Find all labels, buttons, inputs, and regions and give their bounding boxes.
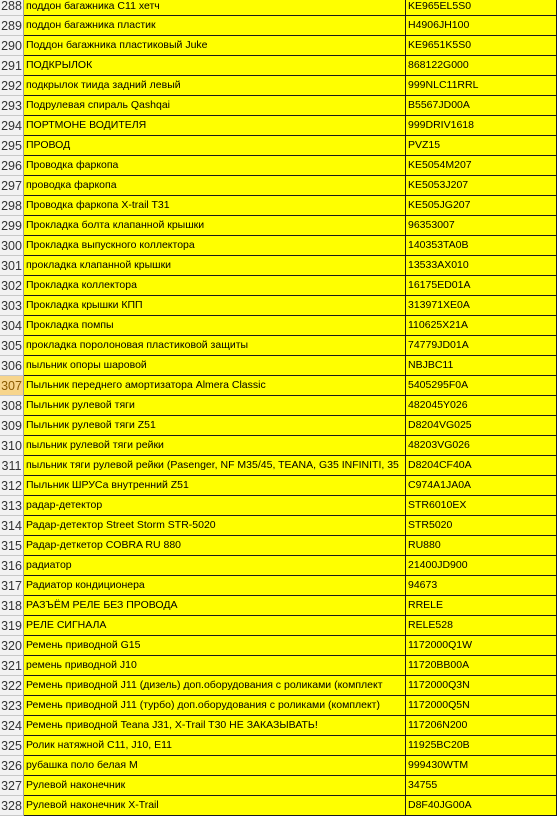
cell-part-code[interactable]: 999NLC11RRL [406,76,557,96]
table-row [0,256,557,276]
row-header[interactable]: 321 [0,656,24,676]
table-row [0,636,557,656]
table-row [0,676,557,696]
table-row [0,796,557,816]
table-row [0,216,557,236]
cell-part-code[interactable]: 110625X21A [406,316,557,336]
cell-part-code[interactable]: 34755 [406,776,557,796]
cell-item-name[interactable]: Радиатор кондиционера [24,576,406,596]
table-row [0,16,557,36]
row-header[interactable]: 295 [0,136,24,156]
cell-part-code[interactable]: 140353TA0B [406,236,557,256]
cell-item-name[interactable]: Радар-деткетор COBRA RU 880 [24,536,406,556]
table-row [0,556,557,576]
row-header[interactable]: 322 [0,676,24,696]
cell-part-code[interactable]: KE505JG207 [406,196,557,216]
cell-item-name[interactable]: ПОРТМОНЕ ВОДИТЕЛЯ [24,116,406,136]
row-header[interactable]: 328 [0,796,24,816]
cell-part-code[interactable]: 5405295F0A [406,376,557,396]
cell-item-name[interactable]: ПРОВОД [24,136,406,156]
table-row [0,336,557,356]
table-row [0,296,557,316]
cell-item-name[interactable]: Рулевой наконечник X-Trail [24,796,406,816]
cell-item-name[interactable]: Прокладка крышки КПП [24,296,406,316]
cell-item-name[interactable]: подкрылок тиида задний левый [24,76,406,96]
table-row [0,236,557,256]
cell-part-code[interactable]: STR6010EX [406,496,557,516]
cell-item-name[interactable]: Ремень приводной J11 (турбо) доп.оборудования с роликами (комплект) [24,696,406,716]
row-header[interactable]: 324 [0,716,24,736]
row-header[interactable]: 310 [0,436,24,456]
cell-part-code[interactable]: PVZ15 [406,136,557,156]
cell-part-code[interactable]: 11720BB00A [406,656,557,676]
row-header[interactable]: 305 [0,336,24,356]
cell-part-code[interactable]: NBJBC11 [406,356,557,376]
cell-part-code[interactable]: KE5053J207 [406,176,557,196]
cell-part-code[interactable]: 21400JD900 [406,556,557,576]
cell-part-code[interactable]: RRELE [406,596,557,616]
row-header[interactable]: 289 [0,16,24,36]
row-header[interactable]: 301 [0,256,24,276]
cell-part-code[interactable]: 117206N200 [406,716,557,736]
cell-part-code[interactable]: 74779JD01A [406,336,557,356]
row-header[interactable]: 298 [0,196,24,216]
table-row [0,136,557,156]
cell-part-code[interactable]: 48203VG026 [406,436,557,456]
cell-item-name[interactable]: Проводка фаркопа X-trail T31 [24,196,406,216]
cell-item-name[interactable]: Проводка фаркопа [24,156,406,176]
row-header[interactable]: 320 [0,636,24,656]
cell-part-code[interactable]: B5567JD00A [406,96,557,116]
cell-item-name[interactable]: проводка фаркопа [24,176,406,196]
cell-part-code[interactable]: 11925BC20B [406,736,557,756]
row-header[interactable]: 299 [0,216,24,236]
table-row [0,436,557,456]
table-row [0,36,557,56]
cell-part-code[interactable]: D8204CF40A [406,456,557,476]
cell-part-code[interactable]: 999DRIV1618 [406,116,557,136]
row-header[interactable]: 304 [0,316,24,336]
cell-part-code[interactable]: RU880 [406,536,557,556]
table-row [0,496,557,516]
row-header[interactable]: 327 [0,776,24,796]
row-header[interactable]: 325 [0,736,24,756]
table-row [0,756,557,776]
table-row [0,56,557,76]
cell-item-name[interactable]: РЕЛЕ СИГНАЛА [24,616,406,636]
cell-part-code[interactable]: KE5054M207 [406,156,557,176]
row-header[interactable]: 315 [0,536,24,556]
cell-item-name[interactable]: радар-детектор [24,496,406,516]
cell-part-code[interactable]: STR5020 [406,516,557,536]
cell-item-name[interactable]: Прокладка коллектора [24,276,406,296]
table-row [0,716,557,736]
cell-item-name[interactable]: Радар-детектор Street Storm STR-5020 [24,516,406,536]
cell-item-name[interactable]: ремень приводной J10 [24,656,406,676]
cell-part-code[interactable]: 313971XE0A [406,296,557,316]
table-row [0,316,557,336]
cell-item-name[interactable]: поддон багажника пластик [24,16,406,36]
table-row [0,516,557,536]
row-header[interactable]: 317 [0,576,24,596]
cell-part-code[interactable]: C974A1JA0A [406,476,557,496]
table-row [0,176,557,196]
table-row [0,416,557,436]
row-header[interactable]: 312 [0,476,24,496]
row-header[interactable]: 308 [0,396,24,416]
table-row [0,196,557,216]
table-row [0,356,557,376]
cell-item-name[interactable]: Пыльник переднего амортизатора Almera Classic [24,376,406,396]
cell-item-name[interactable]: пыльник рулевой тяги рейки [24,436,406,456]
cell-part-code[interactable]: 13533AX010 [406,256,557,276]
cell-part-code[interactable]: 868122G000 [406,56,557,76]
row-header[interactable]: 316 [0,556,24,576]
cell-part-code[interactable]: 94673 [406,576,557,596]
table-row [0,776,557,796]
cell-item-name[interactable]: Прокладка помпы [24,316,406,336]
table-row [0,656,557,676]
cell-item-name[interactable]: пыльник тяги рулевой рейки (Pasenger, NF M35/45, TEANA, G35 INFINITI, 35 [24,456,406,476]
row-header[interactable]: 309 [0,416,24,436]
row-header[interactable]: 297 [0,176,24,196]
cell-part-code[interactable]: KE965EL5S0 [406,0,557,16]
row-header[interactable]: 294 [0,116,24,136]
cell-item-name[interactable]: радиатор [24,556,406,576]
cell-item-name[interactable]: пыльник опоры шаровой [24,356,406,376]
row-header[interactable]: 302 [0,276,24,296]
row-header[interactable]: 303 [0,296,24,316]
cell-item-name[interactable]: поддон багажника С11 хетч [24,0,406,16]
row-header[interactable]: 296 [0,156,24,176]
row-header[interactable]: 307 [0,376,24,396]
table-row [0,396,557,416]
row-header[interactable]: 291 [0,56,24,76]
table-row [0,736,557,756]
cell-part-code[interactable]: H4906JH100 [406,16,557,36]
cell-item-name[interactable]: Прокладка выпускного коллектора [24,236,406,256]
cell-item-name[interactable]: Рулевой наконечник [24,776,406,796]
table-row [0,376,557,396]
cell-item-name[interactable]: прокладка поролоновая пластиковой защиты [24,336,406,356]
cell-part-code[interactable]: 1172000Q1W [406,636,557,656]
table-row [0,76,557,96]
row-header[interactable]: 313 [0,496,24,516]
row-header[interactable]: 300 [0,236,24,256]
cell-item-name[interactable]: ПОДКРЫЛОК [24,56,406,76]
cell-item-name[interactable]: Пыльник ШРУСа внутренний Z51 [24,476,406,496]
table-row [0,696,557,716]
cell-part-code[interactable]: 1172000Q3N [406,676,557,696]
cell-item-name[interactable]: Пыльник рулевой тяги Z51 [24,416,406,436]
cell-item-name[interactable]: Ролик натяжной С11, J10, E11 [24,736,406,756]
row-header[interactable]: 319 [0,616,24,636]
row-header[interactable]: 323 [0,696,24,716]
table-row [0,576,557,596]
row-header[interactable]: 293 [0,96,24,116]
cell-part-code[interactable]: 482045Y026 [406,396,557,416]
cell-part-code[interactable]: D8F40JG00A [406,796,557,816]
cell-item-name[interactable]: Ремень приводной G15 [24,636,406,656]
table-row [0,0,557,16]
cell-item-name[interactable]: РАЗЪЁМ РЕЛЕ БЕЗ ПРОВОДА [24,596,406,616]
cell-item-name[interactable]: прокладка клапанной крышки [24,256,406,276]
table-row [0,456,557,476]
row-header[interactable]: 306 [0,356,24,376]
cell-part-code[interactable]: 16175ED01A [406,276,557,296]
table-row [0,116,557,136]
table-row [0,96,557,116]
cell-part-code[interactable]: KE9651K5S0 [406,36,557,56]
table-row [0,596,557,616]
cell-part-code[interactable]: 999430WTM [406,756,557,776]
cell-item-name[interactable]: Поддон багажника пластиковый Juke [24,36,406,56]
row-header[interactable]: 311 [0,456,24,476]
table-row [0,616,557,636]
cell-item-name[interactable]: Прокладка болта клапанной крышки [24,216,406,236]
row-header[interactable]: 318 [0,596,24,616]
cell-item-name[interactable]: Пыльник рулевой тяги [24,396,406,416]
row-header[interactable]: 290 [0,36,24,56]
cell-part-code[interactable]: RELE528 [406,616,557,636]
cell-part-code[interactable]: 96353007 [406,216,557,236]
row-header[interactable]: 292 [0,76,24,96]
cell-item-name[interactable]: рубашка поло белая М [24,756,406,776]
row-header[interactable]: 314 [0,516,24,536]
cell-part-code[interactable]: 1172000Q5N [406,696,557,716]
cell-item-name[interactable]: Ремень приводной J11 (дизель) доп.оборудования с роликами (комплект [24,676,406,696]
row-header[interactable]: 326 [0,756,24,776]
table-row [0,156,557,176]
table-row [0,476,557,496]
row-header[interactable]: 288 [0,0,24,16]
cell-item-name[interactable]: Ремень приводной Teana J31, X-Trail T30 НЕ ЗАКАЗЫВАТЬ! [24,716,406,736]
cell-part-code[interactable]: D8204VG025 [406,416,557,436]
table-row [0,276,557,296]
cell-item-name[interactable]: Подрулевая спираль Qashqai [24,96,406,116]
table-row [0,536,557,556]
